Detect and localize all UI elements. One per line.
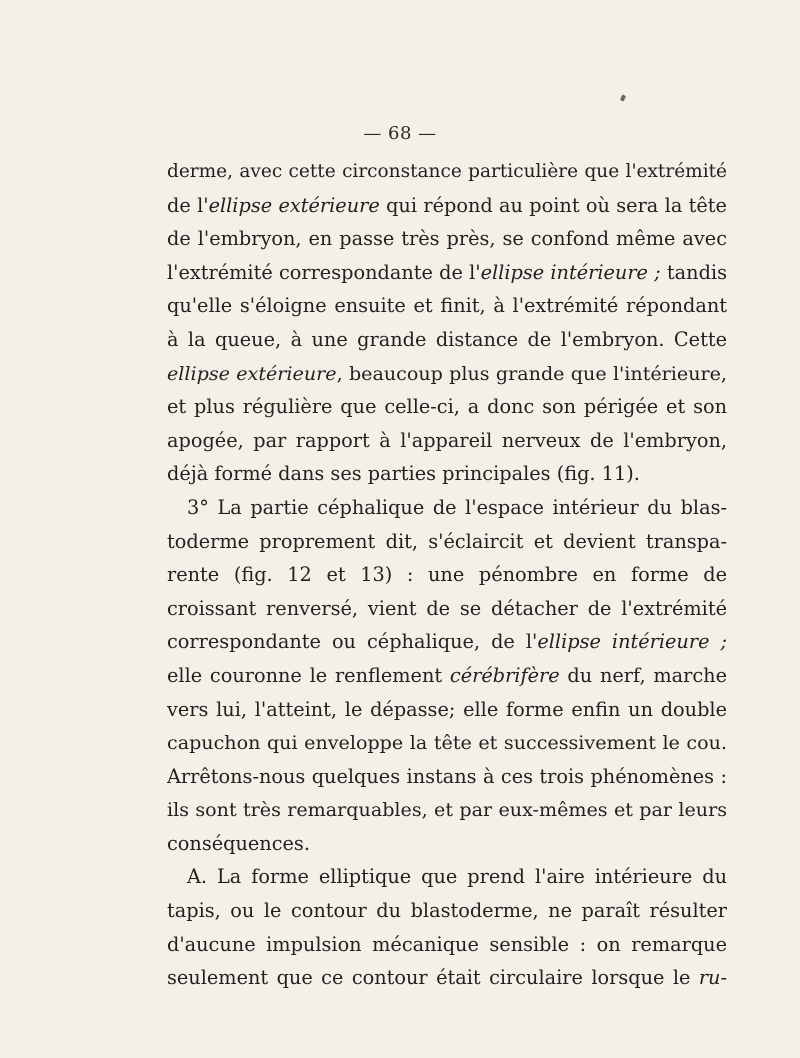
text-segment: de l'embryon, en passe très près, se confond même avec: [167, 227, 727, 251]
text-segment: , beaucoup plus grande que l'intérieure,: [336, 361, 727, 385]
text-segment: rente (fig. 12 et 13) : une pénombre en forme de: [167, 563, 727, 587]
text-line: [167, 693, 727, 727]
text-segment: croissant renversé, vient de se détacher de l'extrémité: [167, 596, 727, 620]
text-line: [167, 390, 727, 424]
body-text: [167, 155, 727, 995]
text-line: [167, 827, 727, 861]
text-line: [167, 659, 727, 693]
text-segment: tapis, ou le contour du blastoderme, ne paraît résulter: [167, 899, 727, 923]
page-number: — 68 —: [363, 123, 437, 144]
text-line: [167, 793, 727, 827]
text-line: [167, 625, 727, 659]
text-segment: l'extrémité correspondante de l': [167, 260, 481, 284]
text-line: [167, 558, 727, 592]
text-segment: capuchon qui enveloppe la tête et successivement le cou.: [167, 731, 727, 755]
text-segment: vers lui, l'atteint, le dépasse; elle forme enfin un double: [167, 697, 727, 721]
italic-text: ellipse extérieure: [167, 361, 337, 385]
text-line: [167, 491, 727, 525]
text-segment: du nerf, marche: [559, 663, 727, 687]
text-segment: ils sont très remarquables, et par eux-mêmes et par leurs: [167, 798, 727, 822]
text-segment: A. La forme elliptique que prend l'aire intérieure du: [187, 865, 727, 889]
text-line: [167, 323, 727, 357]
italic-text: ellipse intérieure ;: [480, 260, 661, 284]
italic-text: cérébrifère: [449, 663, 560, 687]
italic-text: ru-: [698, 966, 727, 990]
text-line: [167, 189, 727, 223]
text-segment: conséquences.: [167, 831, 310, 855]
text-segment: derme, avec cette circonstance particulière que l'extrémité: [167, 161, 727, 182]
text-segment: toderme proprement dit, s'éclaircit et devient transpa-: [167, 529, 727, 553]
text-segment: déjà formé dans ses parties principales (fig. 11).: [167, 462, 640, 486]
text-line: [167, 222, 727, 256]
text-line: [167, 289, 727, 323]
text-line: [167, 357, 727, 391]
text-segment: correspondante ou céphalique, de l': [167, 630, 538, 654]
text-line: [167, 424, 727, 458]
italic-text: ellipse intérieure ;: [537, 630, 727, 654]
text-line: [167, 525, 727, 559]
text-segment: elle couronne le renflement: [167, 663, 450, 687]
text-segment: qu'elle s'éloigne ensuite et finit, à l'extrémité répondant: [167, 294, 727, 318]
text-line: [167, 592, 727, 626]
text-line: [167, 256, 727, 290]
text-segment: 3° La partie céphalique de l'espace intérieur du blas-: [187, 495, 727, 519]
text-segment: d'aucune impulsion mécanique sensible : on remarque: [167, 932, 727, 956]
text-line: [167, 155, 727, 189]
italic-text: ellipse extérieure: [208, 193, 380, 217]
text-segment: de l': [167, 193, 209, 217]
text-line: [167, 457, 727, 491]
text-segment: à la queue, à une grande distance de l'embryon. Cette: [167, 327, 727, 351]
text-segment: qui répond au point où sera la tête: [379, 193, 727, 217]
text-line: [167, 961, 727, 995]
text-segment: tandis: [660, 260, 727, 284]
text-line: [167, 928, 727, 962]
text-segment: et plus régulière que celle-ci, a donc son périgée et son: [167, 395, 727, 419]
text-line: [167, 860, 727, 894]
ink-speck: [620, 94, 626, 101]
text-segment: seulement que ce contour était circulaire lorsque le: [167, 966, 699, 990]
text-segment: apogée, par rapport à l'appareil nerveux de l'embryon,: [167, 428, 727, 452]
text-line: [167, 894, 727, 928]
text-line: [167, 760, 727, 794]
text-segment: Arrêtons-nous quelques instans à ces trois phénomènes :: [167, 764, 727, 788]
text-line: [167, 726, 727, 760]
